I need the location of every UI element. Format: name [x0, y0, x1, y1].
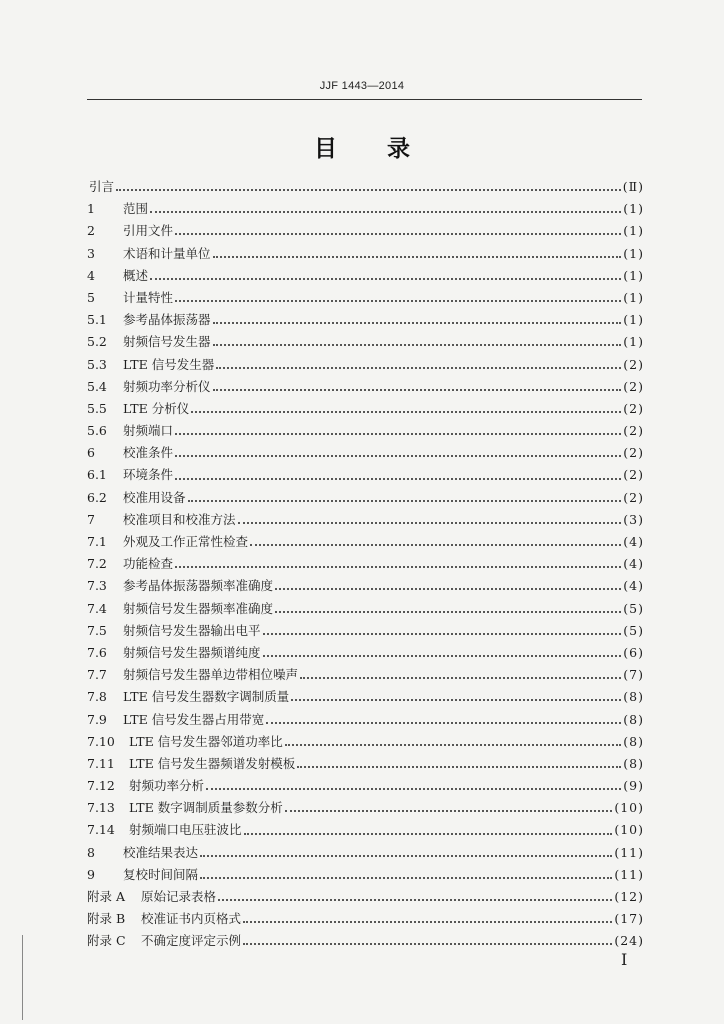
toc-entry-page: (8) [623, 689, 644, 705]
toc-entry-number: 7.14 [87, 822, 115, 838]
toc-entry [87, 819, 644, 841]
toc-entry-title: LTE 信号发生器频谱发射模板 [129, 755, 296, 771]
toc-entry-number: 5.4 [87, 378, 107, 394]
toc-entry-title: 射频信号发生器输出电平 [123, 622, 261, 638]
toc-entry [87, 420, 644, 442]
toc-entry-number: 7.4 [87, 600, 107, 616]
toc-entry-number: 附录 B [87, 911, 126, 927]
toc-entry [87, 464, 644, 486]
toc-entry-number: 7.13 [87, 800, 115, 816]
toc-entry-title: 参考晶体振荡器 [123, 312, 211, 328]
toc-entry-title: 外观及工作正常性检查 [123, 534, 249, 549]
toc-entry-number: 7.6 [87, 644, 107, 660]
toc-entry [87, 620, 644, 642]
toc-entry-number: 1 [87, 201, 95, 217]
toc-entry-number: 5.5 [87, 400, 107, 416]
toc-entry-page: (4) [623, 556, 644, 572]
toc-entry-title: 校准用设备 [123, 489, 186, 505]
toc-entry-number: 7.9 [87, 711, 107, 727]
toc-entry [87, 842, 644, 864]
toc-entry-title: LTE 数字调制质量参数分析 [129, 800, 283, 816]
toc-entry-page: (1) [623, 267, 644, 283]
toc-entry-page: (2) [623, 489, 644, 505]
toc-entry-page: (5) [623, 622, 644, 638]
toc-entry-title: 射频端口电压驻波比 [129, 822, 242, 838]
toc-entry [87, 198, 644, 220]
toc-entry-number: 7.12 [87, 778, 115, 794]
toc-dot-leader [300, 677, 621, 679]
toc-entry [87, 287, 644, 309]
toc-entry-number: 5.2 [87, 334, 107, 350]
toc-entry-number: 7.2 [87, 556, 107, 572]
toc-entry [87, 331, 644, 353]
toc-entry [87, 709, 644, 731]
toc-dot-leader [216, 367, 621, 369]
toc-dot-leader [243, 943, 612, 945]
toc-entry-title: 原始记录表格 [141, 889, 217, 904]
toc-entry [87, 531, 644, 553]
toc-entry-page: (6) [623, 644, 644, 660]
toc-entry-title: 射频信号发生器单边带相位噪声 [123, 667, 299, 683]
toc-dot-leader [213, 344, 622, 346]
toc-dot-leader [188, 500, 622, 502]
standard-code-header: JJF 1443—2014 [319, 80, 405, 92]
toc-entry-page: (11) [614, 866, 644, 882]
toc-entry-number: 7.1 [87, 534, 107, 549]
toc-entry-title: 计量特性 [123, 289, 174, 305]
toc-entry-number: 2 [87, 223, 95, 239]
toc-entry [87, 398, 644, 420]
toc-entry [87, 864, 644, 886]
toc-entry [87, 731, 644, 753]
toc-entry-page: (2) [623, 423, 644, 439]
toc-dot-leader [266, 722, 621, 724]
toc-dot-leader [175, 478, 621, 480]
toc-dot-leader [285, 810, 613, 812]
toc-entry-number: 附录 A [87, 889, 126, 904]
toc-entry-title: 参考晶体振荡器频率准确度 [123, 578, 274, 594]
toc-entry-number: 7.7 [87, 667, 107, 683]
toc-entry-page: (7) [623, 667, 644, 683]
toc-dot-leader [263, 633, 622, 635]
toc-entry-title: LTE 信号发生器 [123, 356, 215, 372]
toc-entry-page: (17) [614, 911, 644, 927]
toc-entry-title: 复校时间间隔 [123, 866, 199, 882]
toc-entry-page: (8) [623, 733, 644, 749]
toc-entry-title: 射频功率分析仪 [123, 378, 211, 394]
toc-dot-leader [175, 300, 621, 302]
toc-entry-number: 5.6 [87, 423, 107, 439]
toc-dot-leader [244, 833, 613, 835]
toc-dot-leader [175, 433, 621, 435]
toc-entry-title: 功能检查 [123, 556, 174, 572]
toc-dot-leader [250, 544, 621, 546]
toc-entry [87, 686, 644, 708]
toc-entry-number: 6.1 [87, 467, 107, 483]
toc-dot-leader [218, 899, 612, 901]
toc-entry-number: 7.10 [87, 733, 115, 749]
toc-entry-page: (1) [623, 223, 644, 239]
toc-entry-page: (10) [614, 800, 644, 816]
toc-entry [87, 753, 644, 775]
toc-entry-title: 范围 [123, 201, 149, 217]
toc-entry [87, 376, 644, 398]
toc-entry-title: 校准条件 [123, 445, 174, 461]
toc-entry [87, 598, 644, 620]
toc-entry-number: 5.3 [87, 356, 107, 372]
toc-entry-number: 7.11 [87, 755, 115, 771]
toc-entry-number: 附录 C [87, 933, 126, 949]
toc-dot-leader [213, 322, 622, 324]
toc-entry-page: (5) [623, 600, 644, 616]
toc-entry-number: 7.5 [87, 622, 107, 638]
toc-entry-title: 射频信号发生器频率准确度 [123, 600, 274, 616]
toc-entry-page: (8) [623, 711, 644, 727]
toc-entry-title: 术语和计量单位 [123, 245, 211, 261]
toc-entry [87, 176, 644, 198]
toc-entry-page: (8) [623, 755, 644, 771]
table-of-contents [87, 176, 644, 953]
toc-entry-page: (1) [623, 201, 644, 217]
toc-entry-title: 射频功率分析 [129, 778, 205, 794]
toc-entry-page: (4) [623, 534, 644, 549]
header-rule [87, 99, 642, 100]
toc-entry-title: 不确定度评定示例 [141, 933, 242, 949]
toc-entry-number: 5.1 [87, 312, 107, 328]
toc-entry-page: (10) [614, 822, 644, 838]
toc-entry [87, 575, 644, 597]
toc-entry-number: 9 [87, 866, 95, 882]
toc-entry-title: 概述 [123, 267, 149, 283]
toc-entry-page: (11) [614, 844, 644, 860]
toc-entry-page: (2) [623, 467, 644, 483]
toc-entry-title: LTE 分析仪 [123, 400, 190, 416]
toc-entry [87, 775, 644, 797]
toc-dot-leader [150, 211, 621, 213]
toc-entry [87, 265, 644, 287]
toc-entry-title: 引用文件 [123, 223, 174, 239]
toc-entry-title: 射频端口 [123, 423, 174, 439]
toc-entry [87, 243, 644, 265]
toc-entry-page: (2) [623, 356, 644, 372]
toc-entry-number: 3 [87, 245, 95, 261]
toc-entry [87, 442, 644, 464]
toc-entry [87, 642, 644, 664]
toc-dot-leader [150, 278, 621, 280]
toc-entry-number: 7.3 [87, 578, 107, 594]
toc-entry-title: 校准证书内页格式 [141, 911, 242, 927]
toc-entry-number: 6 [87, 445, 95, 461]
toc-entry [87, 487, 644, 509]
toc-dot-leader [200, 877, 612, 879]
toc-entry-page: (9) [623, 778, 644, 794]
toc-entry-title: 射频信号发生器频谱纯度 [123, 644, 261, 660]
toc-dot-leader [191, 411, 621, 413]
toc-dot-leader [213, 389, 622, 391]
toc-dot-leader [243, 921, 612, 923]
toc-entry [87, 309, 644, 331]
toc-entry-page: (1) [623, 312, 644, 328]
toc-entry [87, 908, 644, 930]
toc-dot-leader [285, 744, 622, 746]
toc-entry-page: (1) [623, 289, 644, 305]
toc-entry [87, 930, 644, 952]
toc-dot-leader [213, 256, 622, 258]
toc-entry [87, 664, 644, 686]
toc-entry-title: LTE 信号发生器数字调制质量 [123, 689, 290, 705]
toc-entry-title: LTE 信号发生器邻道功率比 [129, 733, 283, 749]
toc-entry [87, 886, 644, 908]
toc-dot-leader [175, 566, 621, 568]
toc-dot-leader [238, 522, 622, 524]
toc-entry [87, 354, 644, 376]
toc-entry [87, 553, 644, 575]
toc-dot-leader [297, 766, 621, 768]
toc-entry-title: 引言 [89, 179, 115, 194]
toc-entry-title: 环境条件 [123, 467, 174, 483]
toc-entry-title: 校准项目和校准方法 [123, 511, 236, 527]
toc-entry-page: (2) [623, 378, 644, 394]
toc-entry-number: 6.2 [87, 489, 107, 505]
toc-entry [87, 509, 644, 531]
toc-dot-leader [206, 788, 621, 790]
toc-dot-leader [275, 611, 621, 613]
page-title: 目录 [314, 136, 460, 162]
toc-entry-number: 7 [87, 511, 95, 527]
scan-edge-line [22, 935, 23, 1020]
toc-dot-leader [175, 455, 621, 457]
toc-entry-page: (Ⅱ) [622, 179, 644, 194]
toc-entry [87, 220, 644, 242]
toc-entry-number: 4 [87, 267, 95, 283]
toc-entry-page: (3) [623, 511, 644, 527]
toc-entry-page: (2) [623, 445, 644, 461]
toc-dot-leader [116, 189, 621, 191]
toc-dot-leader [263, 655, 622, 657]
toc-entry-page: (12) [614, 889, 644, 904]
toc-entry-number: 5 [87, 289, 95, 305]
toc-entry-page: (2) [623, 400, 644, 416]
toc-dot-leader [200, 855, 612, 857]
toc-dot-leader [275, 588, 621, 590]
toc-entry-page: (1) [623, 334, 644, 350]
toc-dot-leader [291, 699, 621, 701]
toc-entry-title: 校准结果表达 [123, 844, 199, 860]
toc-entry-page: (4) [623, 578, 644, 594]
toc-entry-number: 8 [87, 844, 95, 860]
toc-entry-number: 7.8 [87, 689, 107, 705]
page-number: I [621, 950, 628, 969]
toc-entry-title: LTE 信号发生器占用带宽 [123, 711, 265, 727]
toc-dot-leader [175, 233, 621, 235]
toc-entry-title: 射频信号发生器 [123, 334, 211, 350]
toc-entry-page: (1) [623, 245, 644, 261]
toc-entry-page: (24) [614, 933, 644, 949]
toc-entry [87, 797, 644, 819]
